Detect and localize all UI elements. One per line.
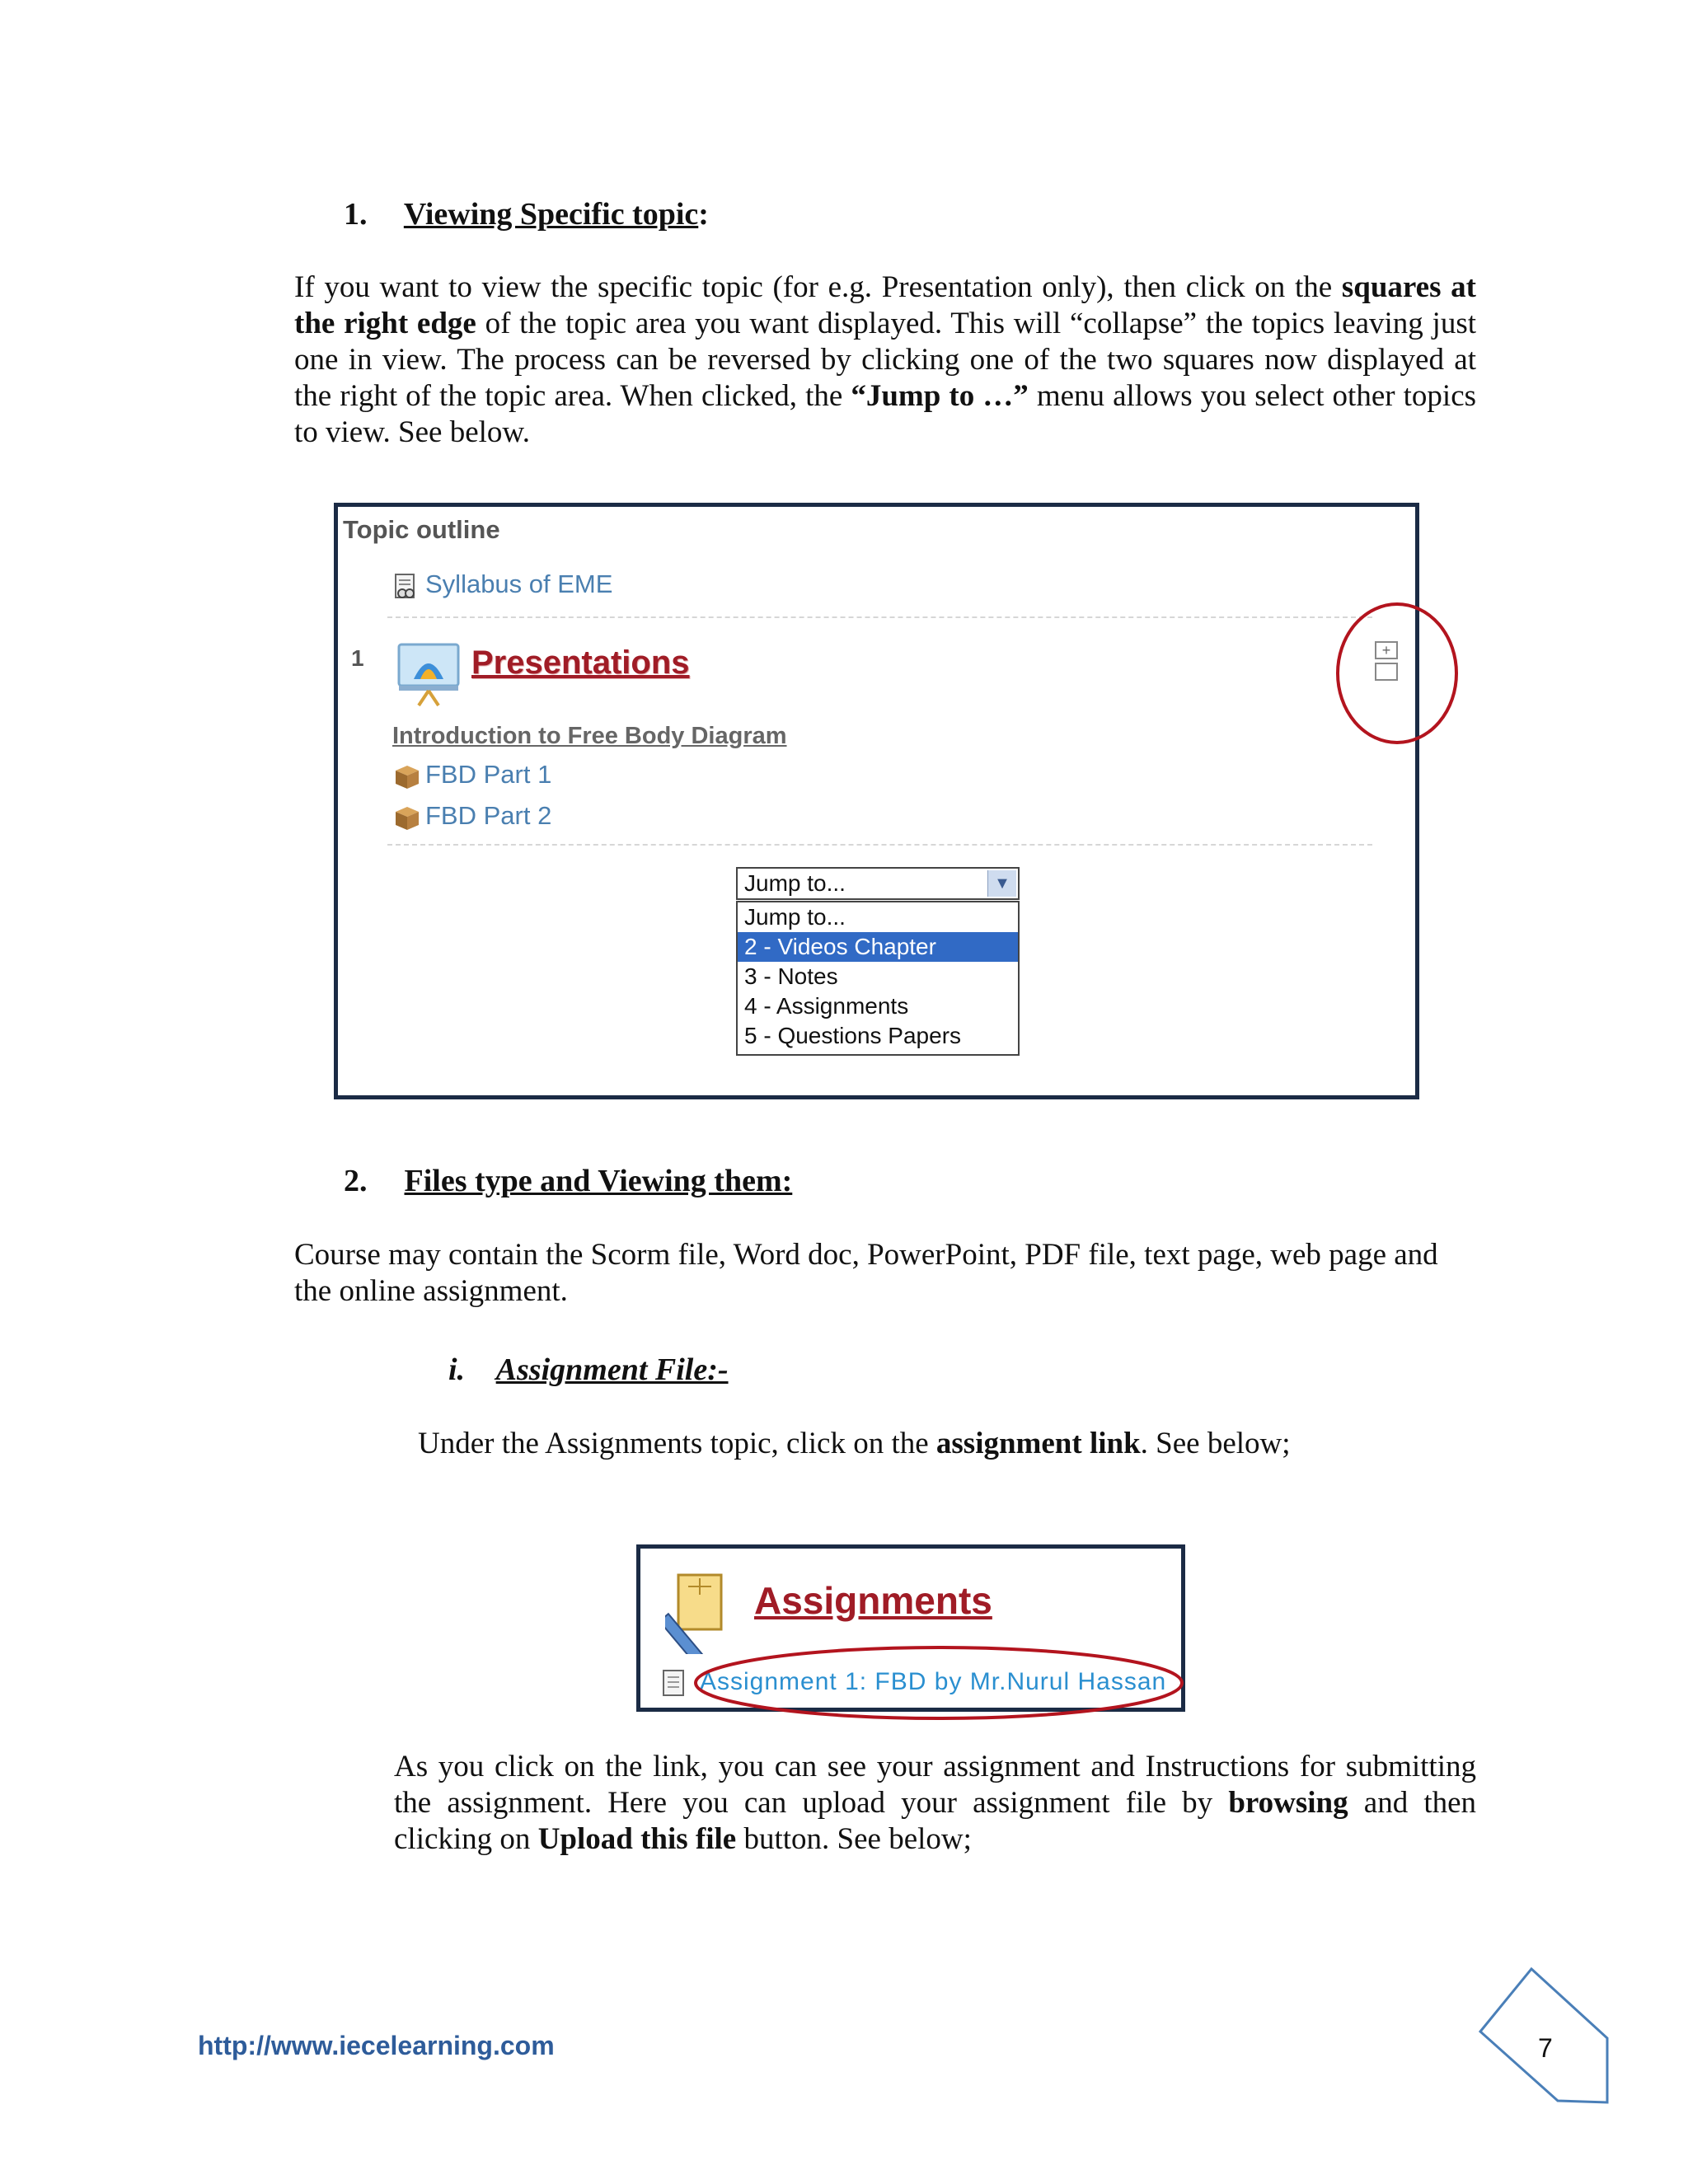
section-number: 1 (351, 645, 364, 671)
section-2-title: Files type and Viewing them: (404, 1164, 793, 1198)
page-number: 7 (1538, 2033, 1553, 2063)
topic-outline-screenshot (334, 503, 1419, 1099)
divider (387, 616, 1372, 618)
jump-option[interactable]: 5 - Questions Papers (744, 1023, 962, 1048)
section-2-heading (344, 1163, 792, 1199)
highlight-circle-icon (1335, 602, 1459, 746)
package-icon (392, 762, 422, 790)
package-icon (392, 804, 422, 832)
jump-option-highlighted[interactable]: 2 - Videos Chapter (738, 932, 1018, 962)
panel-title: Topic outline (343, 515, 500, 544)
footer-url[interactable]: http://www.iecelearning.com (198, 2031, 555, 2060)
fbd-part-2-link[interactable]: FBD Part 2 (425, 801, 552, 830)
section-title-presentations[interactable]: Presentations (471, 644, 690, 681)
closing-paragraph (394, 1749, 1476, 1858)
para-bold-squares: squares at the right edge (294, 270, 1477, 340)
subsection-i-number: i. (448, 1352, 466, 1387)
assignment-1-link[interactable]: Assignment 1: FBD by Mr.Nurul Hassan (700, 1668, 1167, 1695)
para-text: Under the Assignments topic, click on the (418, 1427, 929, 1460)
section-1-number: 1. (344, 197, 368, 232)
page-number-badge (1475, 1966, 1624, 2106)
para-bold-upload: Upload this file (537, 1822, 737, 1856)
section-2-paragraph: Course may contain the Scorm file, Word doc, PowerPoint, PDF file, text page, web page and the online assignment. (294, 1238, 1438, 1308)
subsection-i-heading (448, 1352, 729, 1388)
section-1-title-suffix: : (698, 197, 709, 232)
para-text: of the topic area you want displayed. This will “collapse” the topics leaving just one in view. The process can be reversed by clicking one of the two squares now displayed at the right of the topic area. When clicked, the (294, 307, 1476, 413)
para-bold-browsing: browsing (1228, 1786, 1348, 1820)
jump-option[interactable]: Jump to... (744, 904, 846, 930)
presentation-icon (396, 641, 462, 709)
plus-square-icon[interactable]: + (1375, 641, 1398, 659)
assignments-title[interactable]: Assignments (754, 1579, 992, 1622)
para-text: menu allows you select other topics to view. See below. (294, 379, 1477, 449)
subsection-i-paragraph (418, 1426, 1489, 1462)
jump-to-select[interactable] (736, 867, 1020, 900)
jump-option[interactable]: 3 - Notes (744, 963, 838, 989)
jump-to-selected-value: Jump to... (744, 870, 846, 896)
subheading: Introduction to Free Body Diagram (392, 723, 787, 749)
para-text: and then clicking on (394, 1786, 1477, 1856)
para-text: button. See below; (743, 1822, 972, 1856)
section-2-number: 2. (344, 1164, 368, 1198)
subsection-i-title: Assignment File:- (495, 1352, 729, 1387)
document-icon (660, 1668, 688, 1698)
highlight-ellipse-icon (692, 1643, 1186, 1722)
section-1-heading (344, 196, 709, 232)
jump-option[interactable]: 4 - Assignments (744, 993, 909, 1019)
para-text: As you click on the link, you can see your assignment and Instructions for submitting the assignment. Here you can upload your assignment file by (394, 1750, 1476, 1820)
para-bold-assignment-link: assignment link (935, 1427, 1141, 1460)
para-text: . See below; (1140, 1427, 1291, 1460)
para-text: If you want to view the specific topic (for e.g. Presentation only), then click on the (294, 270, 1333, 304)
para-bold-jump-to: “Jump to …” (851, 379, 1029, 413)
divider (387, 844, 1372, 846)
jump-to-options (736, 901, 1020, 1056)
fbd-part-1-link[interactable]: FBD Part 1 (425, 760, 552, 789)
assignment-icon (665, 1572, 728, 1654)
section-1-title: Viewing Specific topic (403, 197, 699, 232)
section-1-paragraph (294, 269, 1476, 451)
syllabus-link[interactable]: Syllabus of EME (425, 569, 613, 598)
assignments-screenshot (636, 1544, 1185, 1712)
chevron-down-icon[interactable]: ▼ (987, 870, 1016, 897)
document-icon (392, 573, 419, 601)
